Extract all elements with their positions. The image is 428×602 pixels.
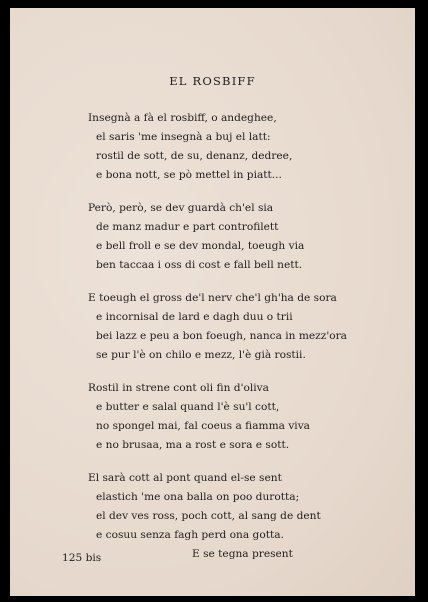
poem-line: Però, però, se dev guardà ch'el sia: [88, 202, 274, 214]
poem-line: e butter e salal quand l'è su'l cott,: [96, 401, 280, 413]
poem-line: no spongel mai, fal coeus a fiamma viva: [96, 420, 310, 432]
stanza-3: [88, 289, 347, 365]
poem-line: e incornisal de lard e dagh duu o trii: [96, 311, 293, 323]
stanza-1: [88, 109, 347, 185]
book-page: [10, 8, 415, 596]
poem-line: de manz madur e part controfilett: [96, 221, 279, 233]
poem-line: el dev ves ross, poch cott, al sang de dent: [96, 510, 321, 522]
poem-body: [88, 109, 347, 564]
poem-line: se pur l'è on chilo e mezz, l'è già rostii.: [96, 349, 306, 361]
poem-line: Insegnà a fà el rosbiff, o andeghee,: [88, 112, 277, 124]
poem-line: bei lazz e peu a bon foeugh, nanca in mezz'ora: [96, 330, 347, 342]
poem-line: ben taccaa i oss di cost e fall bell nett.: [96, 259, 303, 271]
poem-line: El sarà cott al pont quand el-se sent: [88, 472, 282, 484]
stanza-2: [88, 199, 347, 275]
poem-line: rostil de sott, de su, denanz, dedree,: [96, 150, 293, 162]
poem-line: e bell froll e se dev mondal, toeugh via: [96, 240, 305, 252]
poem-line: e cosuu senza fagh perd ona gotta.: [96, 529, 284, 541]
poem-line: e bona nott, se pò mettel in piatt...: [96, 169, 282, 181]
poem-line: el saris 'me insegnà a buj el latt:: [96, 131, 271, 143]
stanza-4: [88, 379, 347, 455]
page-number: 125 bis: [62, 552, 102, 564]
poem-final-line: E se tegna present: [192, 548, 293, 560]
poem-line: E toeugh el gross de'l nerv che'l gh'ha de sora: [88, 292, 337, 304]
poem-line: Rostil in strene cont oli fin d'oliva: [88, 382, 269, 394]
poem-line: elastich 'me ona balla on poo durotta;: [96, 491, 300, 503]
stanza-5: [88, 469, 347, 564]
poem-line: e no brusaa, ma a rost e sora e sott.: [96, 439, 290, 451]
poem-title: EL ROSBIFF: [169, 74, 256, 88]
